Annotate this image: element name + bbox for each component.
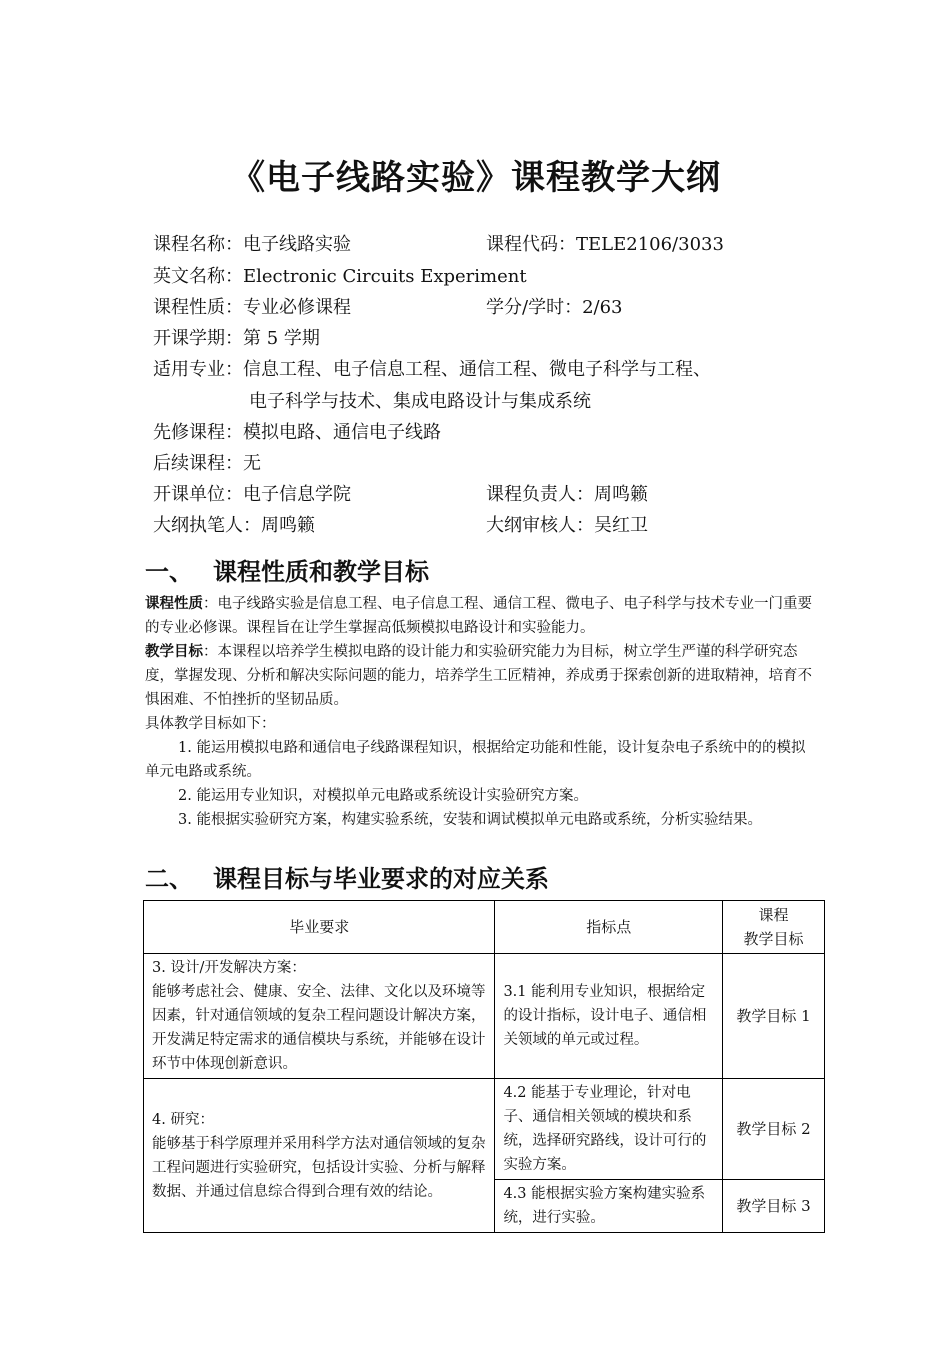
header-course-goal-line-1: 课程 [758, 906, 789, 924]
course-name: 课程名称：电子线路实验 [153, 234, 351, 255]
page-title: 《电子线路实验》课程教学大纲 [231, 158, 721, 198]
header-course-goal-line-2: 教学目标 [743, 930, 804, 948]
header-indicator: 指标点 [495, 901, 723, 954]
course-responsible: 课程负责人：周鸣籁 [486, 484, 648, 505]
course-goal-3: 教学目标 3 [723, 1180, 825, 1233]
english-name: 英文名称：Electronic Circuits Experiment [153, 266, 527, 287]
header-course-goal [723, 901, 825, 954]
section-1-number: 一、 [145, 558, 193, 586]
indicator-3-1: 3.1 能利用专业知识，根据给定的设计指标，设计电子、通信相关领域的单元或过程。 [495, 954, 723, 1079]
section-1-title: 课程性质和教学目标 [213, 558, 429, 586]
table-header-row [144, 901, 825, 954]
course-nature-paragraph [145, 592, 813, 640]
course-nature-text: ：电子线路实验是信息工程、电子信息工程、通信工程、微电子、电子科学与技术专业一门重要的专业必修课。课程旨在让学生掌握高低频模拟电路设计和实验能力。 [145, 596, 812, 636]
credits-hours: 学分/学时：2/63 [486, 297, 623, 318]
section-2-heading [145, 859, 549, 894]
indicator-4-2: 4.2 能基于专业理论，针对电子、通信相关领域的模块和系统，选择研究路线，设计可行的实验方案。 [495, 1079, 723, 1180]
course-nature-label: 课程性质 [145, 596, 203, 612]
section-2-title: 课程目标与毕业要求的对应关系 [213, 865, 549, 893]
section-1-heading [145, 552, 429, 587]
prerequisites: 先修课程：模拟电路、通信电子线路 [153, 422, 441, 443]
syllabus-author: 大纲执笔人：周鸣籁 [153, 515, 315, 536]
goal-item-2: 2. 能运用专业知识，对模拟单元电路或系统设计实验研究方案。 [178, 788, 588, 804]
course-nature: 课程性质：专业必修课程 [153, 297, 351, 318]
followup-courses: 后续课程：无 [153, 453, 261, 474]
teaching-goal-text: ：本课程以培养学生模拟电路的设计能力和实验研究能力为目标，树立学生严谨的科学研究态度，掌握发现、分析和解决实际问题的能力，培养学生工匠精神，养成勇于探索创新的进取精神，培育不惧困难、不怕挫折的坚韧品质。 [145, 644, 812, 708]
syllabus-reviewer: 大纲审核人：吴红卫 [486, 515, 648, 536]
requirement-4-text: 能够基于科学原理并采用科学方法对通信领域的复杂工程问题进行实验研究，包括设计实验、分析与解释数据、并通过信息综合得到合理有效的结论。 [152, 1135, 486, 1200]
requirement-cell-3 [144, 954, 495, 1079]
teaching-goal-paragraph [145, 640, 813, 712]
requirements-table [143, 900, 825, 1233]
requirement-cell-4 [144, 1079, 495, 1233]
requirement-3-text: 能够考虑社会、健康、安全、法律、文化以及环境等因素，针对通信领域的复杂工程问题设计解决方案，开发满足特定需求的通信模块与系统，并能够在设计环节中体现创新意识。 [152, 984, 486, 1072]
teaching-goal-label: 教学目标 [145, 644, 203, 660]
majors-line-2: 电子科学与技术、集成电路设计与集成系统 [249, 391, 591, 412]
course-goal-2: 教学目标 2 [723, 1079, 825, 1180]
table-row [144, 1079, 825, 1180]
goal-item-3: 3. 能根据实验研究方案，构建实验系统，安装和调试模拟单元电路或系统，分析实验结果。 [178, 812, 762, 828]
specific-goals-intro: 具体教学目标如下： [145, 716, 276, 732]
majors-line-1: 适用专业：信息工程、电子信息工程、通信工程、微电子科学与工程、 [153, 359, 711, 380]
requirement-3-title: 3. 设计/开发解决方案： [152, 960, 306, 976]
course-code: 课程代码：TELE2106/3033 [486, 234, 724, 255]
requirement-4-title: 4. 研究： [152, 1111, 214, 1128]
department: 开课单位：电子信息学院 [153, 484, 351, 505]
table-row [144, 954, 825, 1079]
section-1-body [145, 592, 813, 832]
course-goal-1: 教学目标 1 [723, 954, 825, 1079]
section-2-number: 二、 [145, 865, 193, 893]
goal-item-1: 1. 能运用模拟电路和通信电子线路课程知识，根据给定功能和性能，设计复杂电子系统中的的模拟单元电路或系统。 [145, 740, 806, 780]
semester: 开课学期：第 5 学期 [153, 328, 320, 349]
header-graduation-requirement: 毕业要求 [144, 901, 495, 954]
indicator-4-3: 4.3 能根据实验方案构建实验系统，进行实验。 [495, 1180, 723, 1233]
